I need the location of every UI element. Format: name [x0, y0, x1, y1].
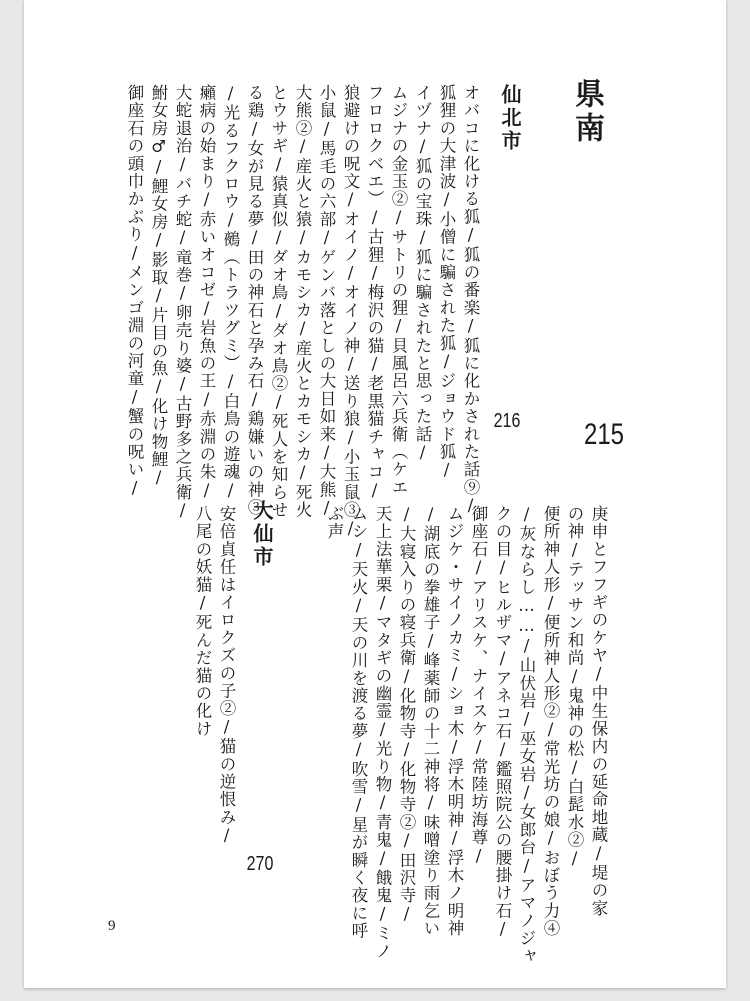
entry-line: /灰ならし……/山伏岩/巫女岩/女郎台/アマノジャ [517, 505, 536, 965]
entry-line: /湖底の拳雄子/峰薬師の十二神将/味噌塗り雨乞い [421, 505, 440, 938]
section-page-number-senboku: 216 [493, 410, 521, 432]
entry-line: 安倍貞任はイロクズの子②/猫の逆恨み/ [217, 505, 236, 847]
entry-line: フロロクベエ）/古狸/梅沢の猫/老黒猫チャコ/ [365, 84, 384, 502]
entry-line: 天上法華栗/マタギの幽霊/光り物/青鬼/餓鬼/ミノ [373, 505, 392, 960]
entry-line: /光るフクロウ/鵺（トラツグミ）/白鳥の遊魂/ [221, 84, 240, 502]
page-folio: 9 [108, 918, 116, 934]
entry-line: る鶏/女が見る夢/田の神石と孕み石/鶏嫌いの神③ [245, 84, 264, 517]
entry-line: 庚申とフフギのケヤ/中生保内の延命地蔵/堤の家 [589, 505, 608, 918]
entry-line: クの目/ヒルザマ/アネコ石/鑑照院公の腰掛け石/ [493, 505, 512, 940]
entry-line: 大蛇退治/バチ蛇/竜巻/卵売り婆/古野多之兵衛/ [173, 84, 192, 522]
section-title-daisen: 大仙市 [250, 500, 274, 569]
entry-line: オバコに化ける狐/狐の番楽/狐に化かされた話⑨/ [461, 84, 480, 517]
entry-line: 御座石/アリスケ、ナイスケ/常陸坊海尊/ [469, 505, 488, 867]
entry-line: 狼避けの呪文/オイノ/オイノ神/送り狼/小玉鼠③/ [341, 84, 360, 539]
section-page-number-daisen: 270 [246, 853, 274, 875]
entry-line: ムジケ・サイノカミ/ショ木/浮木明神/浮木ノ明神 [445, 505, 464, 938]
entry-line: 大熊②/産火と猿/カモシカ/産火とカモシカ/死火 [293, 84, 312, 519]
entry-line: ムシ/天火/天の川を渡る夢/吹雪/星が瞬く夜に呼 [349, 505, 368, 940]
entry-line: 御座石の頭巾かぶり/メンゴ淵の河童/蟹の呪い/ [125, 84, 144, 499]
entry-line: 癩病の始まり/赤いオコゼ/岩魚の王/赤淵の朱/ [197, 84, 216, 502]
entry-line: イヅナ/狐の宝珠/狐に騙されたと思った話/ [413, 84, 432, 464]
book-page [24, 0, 726, 988]
entry-line: の神/テッサン和尚/鬼神の松/白髭水②/ [565, 505, 584, 869]
entry-line: 便所神人形/便所神人形②/常光坊の娘/おぼう力④ [541, 505, 560, 938]
entry-line: とウサギ/猿真似/ダオ鳥/ダオ鳥②/死人を知らせ [269, 84, 288, 519]
chapter-title: 県南 [569, 78, 604, 146]
section-title-senboku: 仙北市 [498, 84, 522, 153]
entry-line: 鮒女房♂/鯉女房/影取/片目の魚/化け物鯉/ [149, 84, 168, 489]
entry-line: ムジナの金玉②/サトリの狸/貝風呂六兵衛（ケエ [389, 84, 408, 497]
entry-line: 小鼠/馬毛の六部/ゲンバ落としの大日如来/大熊/ [317, 84, 336, 519]
entry-line: ぶ声 [325, 505, 344, 541]
entry-line: 狐狸の大津波/小僧に騙された狐/ジョウド狐/ [437, 84, 456, 481]
chapter-page-number: 215 [583, 418, 625, 451]
entry-line: /大寝入りの寝兵衛/化物寺/化物寺②/田沢寺/ [397, 505, 416, 925]
entry-line: 八尾の妖猫/死んだ猫の化け [193, 505, 212, 738]
